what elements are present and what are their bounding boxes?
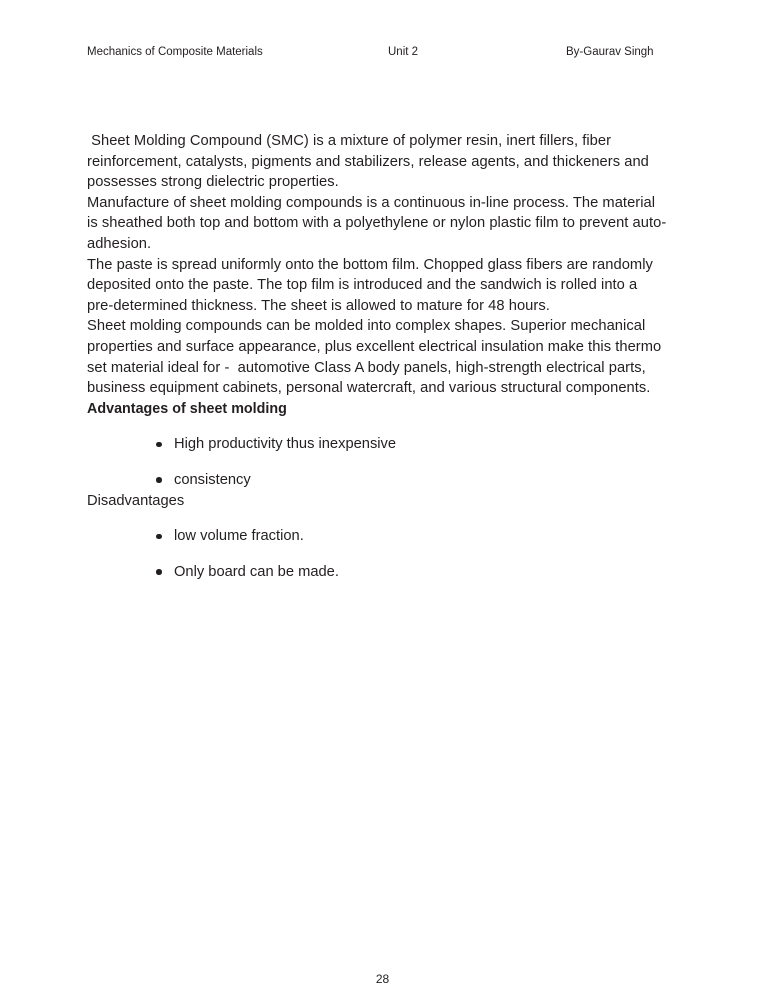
paragraph-smc-definition: Sheet Molding Compound (SMC) is a mixture of polymer resin, inert fillers, fiber reinforcement, catalysts, pigments and stabilizers, release agents, and thickeners and possesses strong dielectric properties. — [87, 133, 654, 191]
bullet-dot-icon — [156, 442, 162, 448]
list-item — [87, 526, 667, 547]
header-unit-label: Unit 2 — [388, 46, 419, 58]
header-course-title: Mechanics of Composite Materials — [87, 46, 263, 58]
bullet-dot-icon — [156, 477, 162, 483]
list-item — [87, 470, 667, 491]
list-disadvantages — [87, 526, 667, 582]
header-author: By-Gaurav Singh — [566, 46, 654, 58]
list-item-label: consistency — [174, 471, 251, 488]
list-advantages — [87, 434, 667, 490]
bullet-dot-icon — [156, 569, 162, 575]
list-item-label: High productivity thus inexpensive — [174, 436, 397, 453]
list-item — [87, 562, 667, 583]
page-number: 28 — [375, 972, 390, 986]
paragraph-paste-spreading: The paste is spread uniformly onto the bottom film. Chopped glass fibers are randomly deposited onto the paste. The top film is introduced and the sandwich is rolled into a pre-determined thickness. The sheet is allowed to mature for 48 hours. — [87, 256, 658, 314]
list-item — [87, 434, 667, 455]
heading-disadvantages: Disadvantages — [87, 492, 185, 509]
paragraph-manufacture-process: Manufacture of sheet molding compounds is a continuous in-line process. The material is sheathed both top and bottom with a polyethylene or nylon plastic film to prevent auto-adhesion. — [87, 194, 667, 252]
heading-advantages: Advantages of sheet molding — [87, 400, 287, 417]
paragraph-applications: Sheet molding compounds can be molded into complex shapes. Superior mechanical properties and surface appearance, plus excellent electrical insulation make this thermo set material ideal for - automotive Class A body panels, high-strength electrical parts, business equipment cabinets, personal watercraft, and various structural components. — [87, 318, 666, 397]
list-item-label: Only board can be made. — [174, 563, 339, 580]
list-item-label: low volume fraction. — [174, 528, 304, 545]
bullet-dot-icon — [156, 534, 162, 540]
running-header — [87, 44, 677, 60]
document-body — [87, 131, 667, 582]
